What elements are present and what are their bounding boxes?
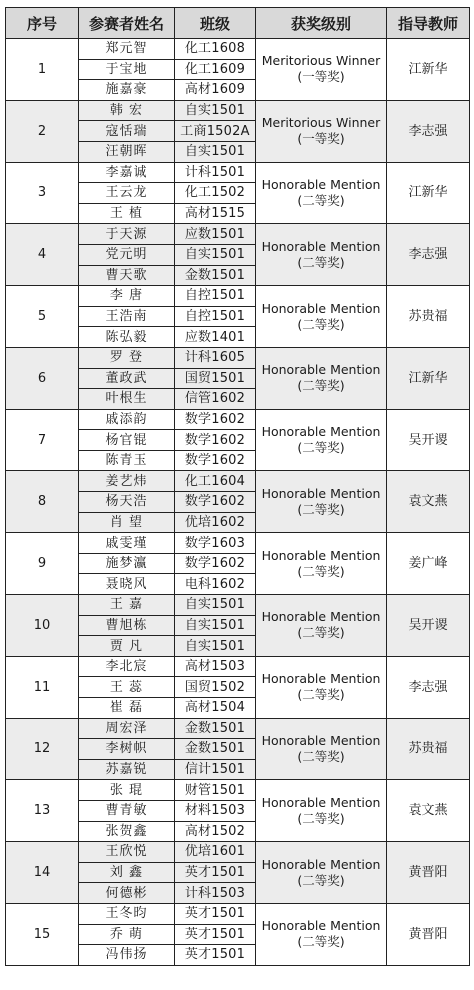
participant-class: 信计1501 — [175, 759, 256, 780]
participant-class: 自实1501 — [175, 244, 256, 265]
table-body — [6, 39, 470, 966]
header-no: 序号 — [6, 8, 79, 39]
advisor-name: 吴开谡 — [387, 409, 470, 471]
advisor-name: 黄晋阳 — [387, 842, 470, 904]
participant-class: 信管1602 — [175, 389, 256, 410]
advisor-name: 李志强 — [387, 100, 470, 162]
participant-class: 优培1601 — [175, 842, 256, 863]
award-level — [256, 39, 387, 101]
row-number: 3 — [6, 162, 79, 224]
participant-class: 英才1501 — [175, 945, 256, 966]
award-level — [256, 347, 387, 409]
advisor-name: 袁文燕 — [387, 780, 470, 842]
participant-name: 曹青敏 — [79, 800, 175, 821]
award-level — [256, 533, 387, 595]
award-level-cn: (二等奖) — [297, 687, 345, 703]
award-level-cn: (二等奖) — [297, 316, 345, 332]
participant-class: 工商1502A — [175, 121, 256, 142]
award-level-en: Honorable Mention — [261, 732, 381, 748]
award-level-cn: (一等奖) — [297, 131, 345, 147]
advisor-name: 江新华 — [387, 347, 470, 409]
award-level — [256, 286, 387, 348]
participant-class: 计科1501 — [175, 162, 256, 183]
header-class: 班级 — [175, 8, 256, 39]
award-level-cn: (二等奖) — [297, 254, 345, 270]
participant-class: 国贸1501 — [175, 368, 256, 389]
award-level-en: Honorable Mention — [261, 485, 381, 501]
award-level — [256, 100, 387, 162]
participant-name: 曹天歌 — [79, 265, 175, 286]
participant-class: 高材1504 — [175, 698, 256, 719]
award-level-en: Honorable Mention — [261, 176, 381, 192]
table-row — [6, 533, 470, 554]
row-number: 4 — [6, 224, 79, 286]
participant-name: 李嘉诚 — [79, 162, 175, 183]
participant-name: 张 琨 — [79, 780, 175, 801]
award-level-cn: (一等奖) — [297, 69, 345, 85]
participant-name: 戚雯瑾 — [79, 533, 175, 554]
participant-class: 电科1602 — [175, 574, 256, 595]
participant-class: 金数1501 — [175, 265, 256, 286]
participant-class: 应数1401 — [175, 327, 256, 348]
participant-class: 数学1603 — [175, 533, 256, 554]
award-level-en: Honorable Mention — [261, 671, 381, 687]
advisor-name: 李志强 — [387, 224, 470, 286]
row-number: 2 — [6, 100, 79, 162]
award-level — [256, 656, 387, 718]
award-level — [256, 718, 387, 780]
participant-name: 王冬昀 — [79, 903, 175, 924]
participant-class: 计科1503 — [175, 883, 256, 904]
award-level-cn: (二等奖) — [297, 934, 345, 950]
participant-name: 戚添韵 — [79, 409, 175, 430]
table-row — [6, 286, 470, 307]
participant-class: 数学1602 — [175, 430, 256, 451]
participant-class: 高材1503 — [175, 656, 256, 677]
advisor-name: 苏贵福 — [387, 286, 470, 348]
advisor-name: 苏贵福 — [387, 718, 470, 780]
advisor-name: 黄晋阳 — [387, 903, 470, 965]
advisor-name: 江新华 — [387, 162, 470, 224]
award-level-cn: (二等奖) — [297, 378, 345, 394]
table-row — [6, 718, 470, 739]
participant-name: 曹旭栋 — [79, 615, 175, 636]
row-number: 11 — [6, 656, 79, 718]
row-number: 12 — [6, 718, 79, 780]
award-level-en: Honorable Mention — [261, 362, 381, 378]
participant-name: 李 唐 — [79, 286, 175, 307]
participant-class: 材料1503 — [175, 800, 256, 821]
table-row — [6, 903, 470, 924]
participant-name: 党元明 — [79, 244, 175, 265]
award-level — [256, 903, 387, 965]
row-number: 15 — [6, 903, 79, 965]
award-level-en: Honorable Mention — [261, 424, 381, 440]
participant-name: 王云龙 — [79, 183, 175, 204]
header-advisor: 指导教师 — [387, 8, 470, 39]
row-number: 9 — [6, 533, 79, 595]
row-number: 14 — [6, 842, 79, 904]
participant-class: 自控1501 — [175, 286, 256, 307]
participant-class: 英才1501 — [175, 862, 256, 883]
award-level-en: Honorable Mention — [261, 856, 381, 872]
row-number: 5 — [6, 286, 79, 348]
header-row — [6, 8, 470, 39]
participant-class: 自实1501 — [175, 636, 256, 657]
award-level-en: Honorable Mention — [261, 918, 381, 934]
award-level-cn: (二等奖) — [297, 810, 345, 826]
participant-name: 施嘉豪 — [79, 80, 175, 101]
participant-name: 郑元智 — [79, 39, 175, 60]
participant-name: 王欣悦 — [79, 842, 175, 863]
row-number: 13 — [6, 780, 79, 842]
award-level-cn: (二等奖) — [297, 501, 345, 517]
participant-class: 化工1502 — [175, 183, 256, 204]
participant-name: 何德彬 — [79, 883, 175, 904]
participant-class: 化工1608 — [175, 39, 256, 60]
table-row — [6, 595, 470, 616]
award-level-en: Honorable Mention — [261, 794, 381, 810]
advisor-name: 江新华 — [387, 39, 470, 101]
advisor-name: 姜广峰 — [387, 533, 470, 595]
participant-class: 自控1501 — [175, 306, 256, 327]
participant-name: 董政武 — [79, 368, 175, 389]
participant-class: 高材1609 — [175, 80, 256, 101]
participant-class: 计科1605 — [175, 347, 256, 368]
table-row — [6, 656, 470, 677]
advisor-name: 李志强 — [387, 656, 470, 718]
row-number: 6 — [6, 347, 79, 409]
participant-name: 李树帜 — [79, 739, 175, 760]
participant-name: 姜艺炜 — [79, 471, 175, 492]
participant-class: 数学1602 — [175, 553, 256, 574]
participant-name: 王浩南 — [79, 306, 175, 327]
row-number: 7 — [6, 409, 79, 471]
participant-name: 叶根生 — [79, 389, 175, 410]
participant-class: 数学1602 — [175, 450, 256, 471]
award-level-en: Honorable Mention — [261, 547, 381, 563]
award-level — [256, 409, 387, 471]
participant-class: 高材1515 — [175, 203, 256, 224]
participant-name: 寇恬瑞 — [79, 121, 175, 142]
participant-name: 贾 凡 — [79, 636, 175, 657]
award-level-cn: (二等奖) — [297, 872, 345, 888]
award-level — [256, 780, 387, 842]
advisor-name: 袁文燕 — [387, 471, 470, 533]
award-level-cn: (二等奖) — [297, 440, 345, 456]
participant-name: 聂晓风 — [79, 574, 175, 595]
participant-class: 金数1501 — [175, 718, 256, 739]
row-number: 10 — [6, 595, 79, 657]
participant-name: 陈青玉 — [79, 450, 175, 471]
table-row — [6, 347, 470, 368]
participant-name: 刘 鑫 — [79, 862, 175, 883]
award-level — [256, 224, 387, 286]
table-row — [6, 224, 470, 245]
table-row — [6, 409, 470, 430]
award-level-cn: (二等奖) — [297, 748, 345, 764]
award-level-cn: (二等奖) — [297, 625, 345, 641]
award-level — [256, 471, 387, 533]
participant-class: 自实1501 — [175, 141, 256, 162]
participant-class: 英才1501 — [175, 924, 256, 945]
participant-class: 金数1501 — [175, 739, 256, 760]
table-row — [6, 39, 470, 60]
participant-class: 英才1501 — [175, 903, 256, 924]
header-award: 获奖级别 — [256, 8, 387, 39]
participant-class: 国贸1502 — [175, 677, 256, 698]
participant-name: 汪朝晖 — [79, 141, 175, 162]
participant-name: 韩 宏 — [79, 100, 175, 121]
participant-name: 乔 萌 — [79, 924, 175, 945]
participant-class: 自实1501 — [175, 615, 256, 636]
table-row — [6, 471, 470, 492]
participant-class: 化工1604 — [175, 471, 256, 492]
participant-class: 高材1502 — [175, 821, 256, 842]
participant-class: 自实1501 — [175, 100, 256, 121]
participant-name: 于宝地 — [79, 59, 175, 80]
participant-name: 肖 望 — [79, 512, 175, 533]
participant-class: 优培1602 — [175, 512, 256, 533]
table-row — [6, 780, 470, 801]
table-row — [6, 162, 470, 183]
participant-name: 崔 磊 — [79, 698, 175, 719]
award-level — [256, 842, 387, 904]
table-row — [6, 842, 470, 863]
award-level-en: Honorable Mention — [261, 300, 381, 316]
participant-name: 冯伟扬 — [79, 945, 175, 966]
participant-name: 施梦瀛 — [79, 553, 175, 574]
award-level-en: Meritorious Winner — [261, 53, 381, 69]
award-level — [256, 595, 387, 657]
header-name: 参赛者姓名 — [79, 8, 175, 39]
participant-class: 数学1602 — [175, 409, 256, 430]
row-number: 1 — [6, 39, 79, 101]
participant-name: 周宏泽 — [79, 718, 175, 739]
participant-name: 于天源 — [79, 224, 175, 245]
participant-name: 张贺鑫 — [79, 821, 175, 842]
advisor-name: 吴开谡 — [387, 595, 470, 657]
participant-name: 王 蕊 — [79, 677, 175, 698]
participant-name: 杨天浩 — [79, 492, 175, 513]
table-row — [6, 100, 470, 121]
participant-name: 王 植 — [79, 203, 175, 224]
row-number: 8 — [6, 471, 79, 533]
participant-class: 应数1501 — [175, 224, 256, 245]
participant-class: 自实1501 — [175, 595, 256, 616]
award-table — [5, 7, 470, 966]
participant-class: 财管1501 — [175, 780, 256, 801]
participant-name: 陈弘毅 — [79, 327, 175, 348]
participant-name: 李北宸 — [79, 656, 175, 677]
participant-class: 化工1609 — [175, 59, 256, 80]
award-level-en: Meritorious Winner — [261, 115, 381, 131]
participant-name: 罗 登 — [79, 347, 175, 368]
award-level-en: Honorable Mention — [261, 238, 381, 254]
award-level — [256, 162, 387, 224]
participant-name: 王 嘉 — [79, 595, 175, 616]
award-level-cn: (二等奖) — [297, 192, 345, 208]
award-level-en: Honorable Mention — [261, 609, 381, 625]
participant-name: 杨官锟 — [79, 430, 175, 451]
award-level-cn: (二等奖) — [297, 563, 345, 579]
participant-class: 数学1602 — [175, 492, 256, 513]
participant-name: 苏嘉锐 — [79, 759, 175, 780]
